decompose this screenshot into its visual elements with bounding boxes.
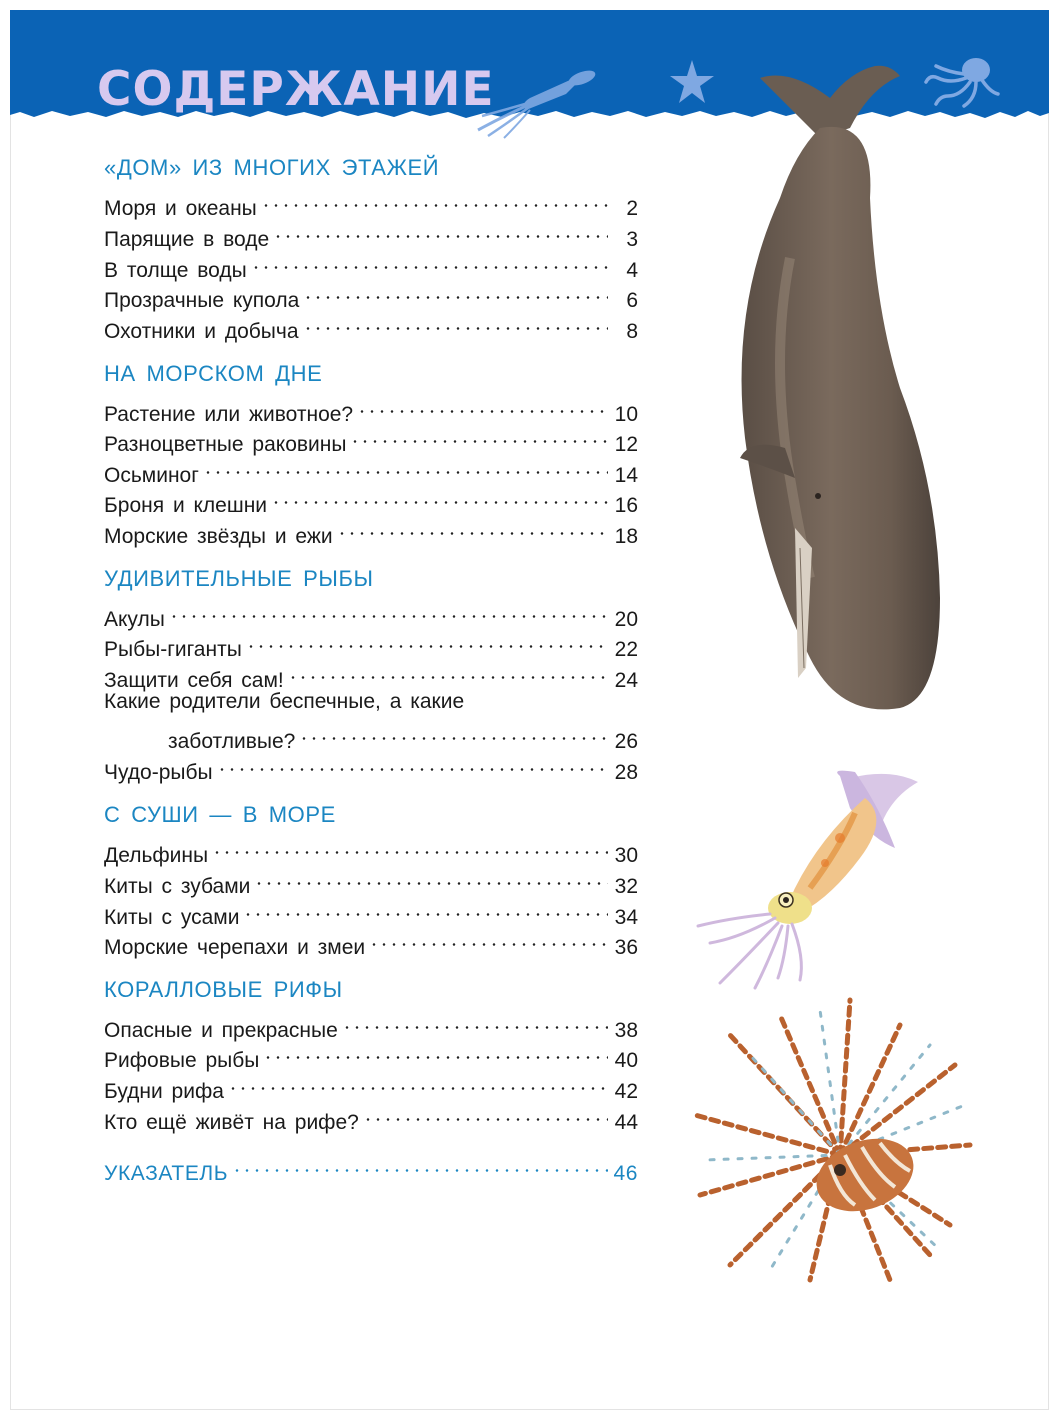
toc-entry[interactable] bbox=[104, 421, 638, 456]
toc-entry-label: Будни рифа bbox=[104, 1080, 224, 1103]
toc-entry-label: Прозрачные купола bbox=[104, 289, 300, 312]
toc-entry[interactable] bbox=[104, 863, 638, 898]
dot-leader bbox=[363, 1099, 608, 1129]
toc-entry-label: Дельфины bbox=[104, 844, 209, 867]
toc-entry-page: 4 bbox=[626, 259, 638, 282]
toc-entry-label: Киты с зубами bbox=[104, 875, 251, 898]
dot-leader bbox=[263, 1037, 608, 1067]
toc-entry[interactable] bbox=[104, 391, 638, 426]
toc-entry-label-line1[interactable]: Какие родители беспечные, а какие bbox=[104, 690, 465, 713]
dot-leader bbox=[342, 1007, 608, 1037]
toc-entry-label: Чудо-рыбы bbox=[104, 761, 213, 784]
dot-leader bbox=[243, 894, 608, 924]
toc-entry[interactable] bbox=[104, 185, 638, 220]
toc-entry[interactable] bbox=[168, 718, 638, 753]
toc-entry[interactable] bbox=[104, 832, 638, 867]
squid-illustration bbox=[690, 768, 920, 993]
toc-entry-label: Охотники и добыча bbox=[104, 320, 299, 343]
dot-leader bbox=[288, 657, 608, 687]
toc-entry-page: 3 bbox=[626, 228, 638, 251]
dot-leader bbox=[212, 832, 608, 862]
toc-entry-label: Акулы bbox=[104, 608, 165, 631]
toc-entry-page: 28 bbox=[614, 761, 638, 784]
toc-entry[interactable] bbox=[104, 1007, 638, 1042]
squid-silhouette-icon bbox=[470, 60, 600, 140]
toc-entry-page: 14 bbox=[614, 464, 638, 487]
toc-entry-page: 18 bbox=[614, 525, 638, 548]
toc-entry[interactable] bbox=[104, 1037, 638, 1072]
dot-leader bbox=[228, 1068, 608, 1098]
toc-entry[interactable] bbox=[104, 216, 638, 251]
toc-entry[interactable] bbox=[104, 277, 638, 312]
dot-leader bbox=[232, 1150, 608, 1180]
toc-entry[interactable] bbox=[104, 1068, 638, 1103]
toc-entry-label: Броня и клешни bbox=[104, 494, 268, 517]
toc-entry-label: Парящие в воде bbox=[104, 228, 270, 251]
toc-entry-page: 30 bbox=[614, 844, 638, 867]
dot-leader bbox=[303, 308, 608, 338]
toc-entry-page: 24 bbox=[614, 669, 638, 692]
toc-entry[interactable] bbox=[104, 749, 638, 784]
toc-entry-page: 22 bbox=[614, 638, 638, 661]
toc-entry-page: 20 bbox=[614, 608, 638, 631]
dot-leader bbox=[261, 185, 608, 215]
toc-entry-label: Морские звёзды и ежи bbox=[104, 525, 333, 548]
dot-leader bbox=[350, 421, 608, 451]
dot-leader bbox=[303, 277, 608, 307]
toc-entry-label: Кто ещё живёт на рифе? bbox=[104, 1111, 359, 1134]
toc-entry-page: 34 bbox=[614, 906, 638, 929]
toc-entry-label: В толще воды bbox=[104, 259, 247, 282]
toc-entry-label: Осьминог bbox=[104, 464, 199, 487]
toc-entry-label: заботливые? bbox=[168, 730, 296, 753]
section-title[interactable]: «ДОМ» ИЗ МНОГИХ ЭТАЖЕЙ bbox=[104, 155, 440, 180]
toc-entry-page: 6 bbox=[626, 289, 638, 312]
toc-entry[interactable] bbox=[104, 1099, 638, 1134]
toc-entry-label: Морские черепахи и змеи bbox=[104, 936, 366, 959]
toc-entry-page: 16 bbox=[614, 494, 638, 517]
dot-leader bbox=[357, 391, 608, 421]
toc-index-entry[interactable] bbox=[104, 1150, 638, 1185]
toc-entry[interactable] bbox=[104, 596, 638, 631]
dot-leader bbox=[246, 626, 608, 656]
dot-leader bbox=[254, 863, 608, 893]
toc-entry-label: Моря и океаны bbox=[104, 197, 257, 220]
dot-leader bbox=[271, 482, 608, 512]
toc-entry[interactable] bbox=[104, 452, 638, 487]
toc-entry[interactable] bbox=[104, 482, 638, 517]
dot-leader bbox=[217, 749, 608, 779]
toc-entry[interactable] bbox=[104, 247, 638, 282]
toc-entry[interactable] bbox=[104, 924, 638, 959]
toc-entry-page: 44 bbox=[614, 1111, 638, 1134]
dot-leader bbox=[299, 718, 608, 748]
toc-entry-label: Растение или животное? bbox=[104, 403, 354, 426]
section-title[interactable]: КОРАЛЛОВЫЕ РИФЫ bbox=[104, 977, 343, 1002]
toc-entry[interactable] bbox=[104, 513, 638, 548]
toc-entry-label: Киты с усами bbox=[104, 906, 240, 929]
dot-leader bbox=[251, 247, 608, 277]
section-title[interactable]: НА МОРСКОМ ДНЕ bbox=[104, 361, 323, 386]
toc-entry[interactable] bbox=[104, 894, 638, 929]
section-title[interactable]: УДИВИТЕЛЬНЫЕ РЫБЫ bbox=[104, 566, 374, 591]
toc-entry-page: 2 bbox=[626, 197, 638, 220]
dot-leader bbox=[337, 513, 608, 543]
toc-entry-page: 36 bbox=[614, 936, 638, 959]
toc-entry[interactable] bbox=[104, 308, 638, 343]
page-title: СОДЕРЖАНИЕ bbox=[97, 62, 495, 117]
sperm-whale-illustration bbox=[700, 58, 960, 728]
toc-entry-page: 12 bbox=[614, 433, 638, 456]
toc-entry-label: Защити себя сам! bbox=[104, 669, 284, 692]
toc-entry-label: Опасные и прекрасные bbox=[104, 1019, 338, 1042]
toc-entry-label: Рыбы-гиганты bbox=[104, 638, 242, 661]
dot-leader bbox=[203, 452, 608, 482]
toc-entry-page: 32 bbox=[614, 875, 638, 898]
toc-entry-page: 42 bbox=[614, 1080, 638, 1103]
lionfish-illustration bbox=[690, 995, 980, 1285]
toc-entry[interactable] bbox=[104, 626, 638, 661]
toc-entry-page: 38 bbox=[614, 1019, 638, 1042]
toc-entry-label: Рифовые рыбы bbox=[104, 1049, 260, 1072]
section-title[interactable]: С СУШИ — В МОРЕ bbox=[104, 802, 336, 827]
toc-entry-page: 10 bbox=[614, 403, 638, 426]
toc-entry-page: 40 bbox=[614, 1049, 638, 1072]
dot-leader bbox=[169, 596, 608, 626]
toc-index-label: УКАЗАТЕЛЬ bbox=[104, 1162, 229, 1185]
toc-entry-page: 8 bbox=[626, 320, 638, 343]
dot-leader bbox=[273, 216, 608, 246]
toc-entry-page: 26 bbox=[614, 730, 638, 753]
toc-entry-label: Разноцветные раковины bbox=[104, 433, 347, 456]
toc-entry[interactable] bbox=[104, 657, 638, 692]
dot-leader bbox=[369, 924, 608, 954]
toc-index-page: 46 bbox=[613, 1162, 638, 1185]
